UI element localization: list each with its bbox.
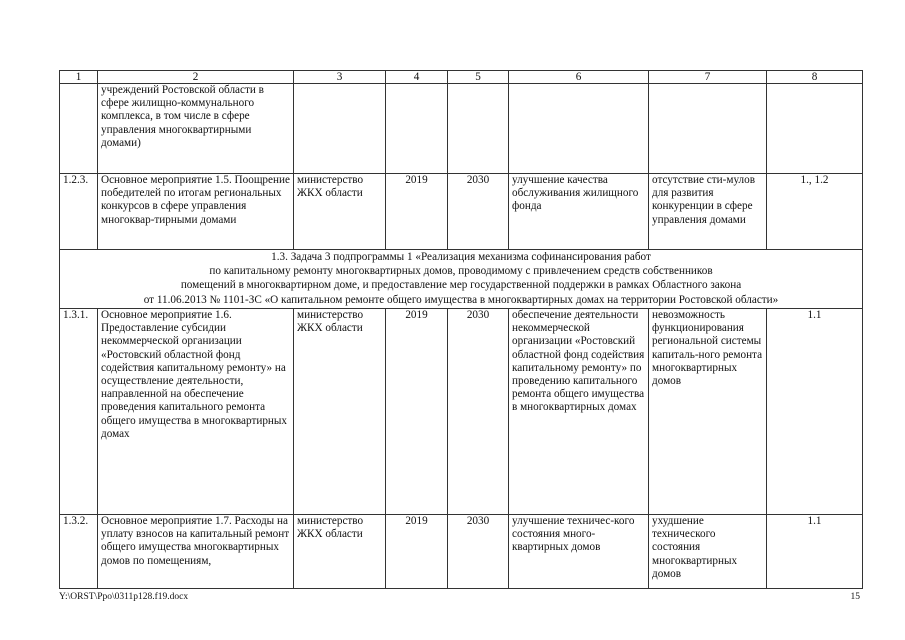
- task-heading-line: от 11.06.2013 № 1101-ЗС «О капитальном ремонте общего имущества в многоквартирных домах на территории Ростовской области»: [143, 293, 779, 306]
- col-number: 4: [386, 71, 448, 84]
- table-row: [60, 84, 863, 174]
- column-number-row: [60, 71, 863, 84]
- measure-name: Основное мероприятие 1.6. Предоставление субсидии некоммерческой организации «Ростовский областной фонд содействия капитальному ремонту» на осуществление деятельности, направленной на обеспечение проведения капитального ремонта общего имущества в многоквартирных домах: [98, 309, 294, 515]
- task-heading: [60, 250, 863, 309]
- table-row: [60, 515, 863, 589]
- end-year: [448, 84, 509, 174]
- file-path: Y:\ORST\Ppo\0311p128.f19.docx: [59, 592, 189, 602]
- indicator-link: 1.1: [767, 515, 863, 589]
- start-year: 2019: [386, 309, 448, 515]
- col-number: 1: [60, 71, 98, 84]
- start-year: 2019: [386, 515, 448, 589]
- end-year: 2030: [448, 515, 509, 589]
- end-year: 2030: [448, 174, 509, 250]
- col-number: 6: [509, 71, 649, 84]
- task-heading-line: помещений в многоквартирном доме, и предоставление мер государственной поддержки в рамках Областного закона: [180, 279, 742, 292]
- expected-result: улучшение качества обслуживания жилищного фонда: [509, 174, 649, 250]
- executor: [294, 84, 386, 174]
- task-row: [60, 250, 863, 309]
- indicator-link: 1., 1.2: [767, 174, 863, 250]
- expected-result: [509, 84, 649, 174]
- row-number: 1.3.2.: [60, 515, 98, 589]
- executor: министерство ЖКХ области: [294, 515, 386, 589]
- col-number: 5: [448, 71, 509, 84]
- non-implementation-consequence: ухудшение технического состояния многоквартирных домов: [649, 515, 767, 589]
- row-number: 1.2.3.: [60, 174, 98, 250]
- task-heading-line: по капитальному ремонту многоквартирных домов, проводимому с привлечением средств собственников: [209, 265, 713, 278]
- col-number: 7: [649, 71, 767, 84]
- indicator-link: 1.1: [767, 309, 863, 515]
- start-year: 2019: [386, 174, 448, 250]
- col-number: 3: [294, 71, 386, 84]
- non-implementation-consequence: отсутствие сти-мулов для развития конкуренции в сфере управления домами: [649, 174, 767, 250]
- end-year: 2030: [448, 309, 509, 515]
- page-number: 15: [850, 592, 860, 602]
- executor: министерство ЖКХ области: [294, 309, 386, 515]
- executor: министерство ЖКХ области: [294, 174, 386, 250]
- start-year: [386, 84, 448, 174]
- non-implementation-consequence: [649, 84, 767, 174]
- expected-result: улучшение техничес-кого состояния много-квартирных домов: [509, 515, 649, 589]
- program-table: [59, 70, 863, 589]
- row-number: [60, 84, 98, 174]
- row-number: 1.3.1.: [60, 309, 98, 515]
- measure-name: Основное мероприятие 1.5. Поощрение победителей по итогам региональных конкурсов в сфере управления многоквар-тирными домами: [98, 174, 294, 250]
- measure-name: Основное мероприятие 1.7. Расходы на уплату взносов на капитальный ремонт общего имущества многоквартирных домов по помещениям,: [98, 515, 294, 589]
- col-number: 8: [767, 71, 863, 84]
- measure-name: учреждений Ростовской области в сфере жилищно-коммунального комплекса, в том числе в сфере управления многоквартирными домами): [98, 84, 294, 174]
- task-heading-line: 1.3. Задача 3 подпрограммы 1 «Реализация механизма софинансирования работ: [271, 251, 651, 263]
- col-number: 2: [98, 71, 294, 84]
- table-row: [60, 174, 863, 250]
- indicator-link: [767, 84, 863, 174]
- expected-result: обеспечение деятельности некоммерческой организации «Ростовский областной фонд содействия капитальному ремонту» по проведению капитального ремонта общего имущества в многоквартирных домах: [509, 309, 649, 515]
- non-implementation-consequence: невозможность функционирования региональной системы капиталь-ного ремонта многоквартирных домов: [649, 309, 767, 515]
- table-row: [60, 309, 863, 515]
